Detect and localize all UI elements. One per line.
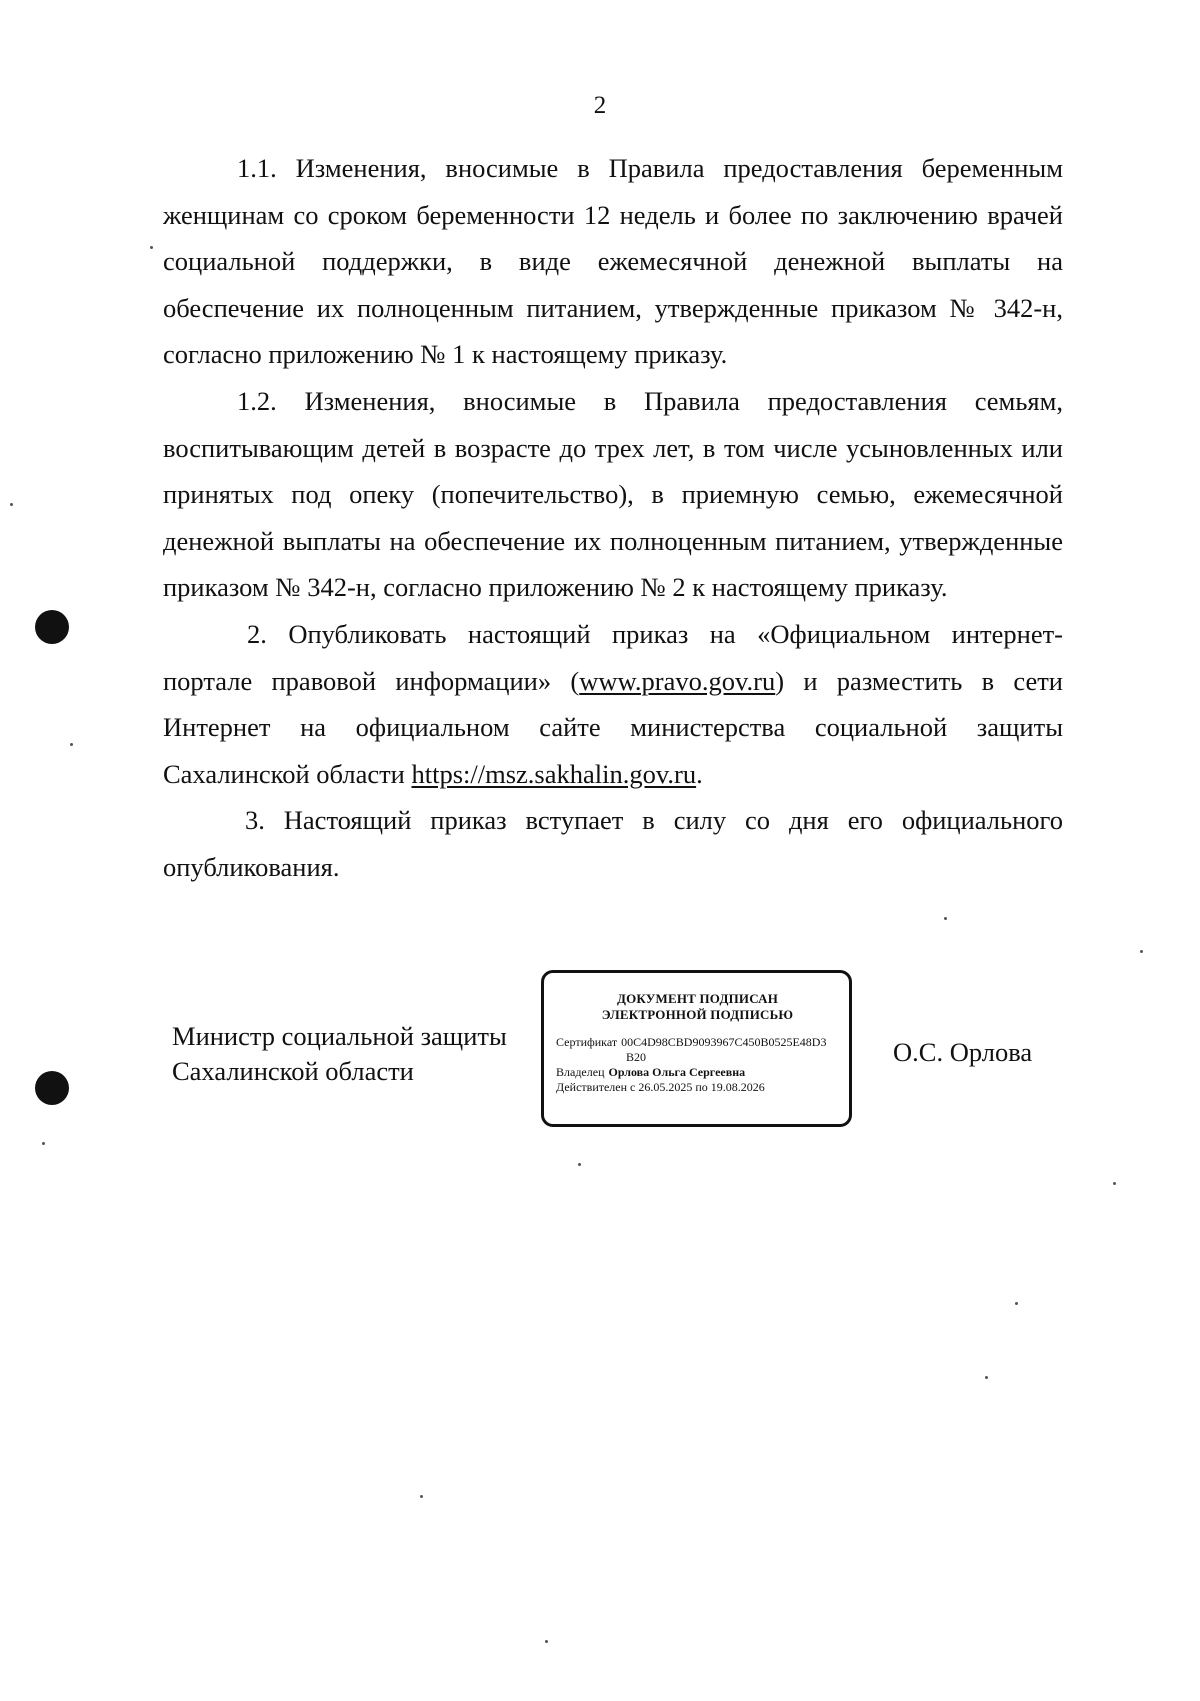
stamp-heading-line-2: ЭЛЕКТРОННОЙ ПОДПИСЬЮ — [601, 1007, 794, 1022]
signer-name: О.С. Орлова — [893, 1037, 1033, 1067]
scan-speck — [1113, 1182, 1116, 1185]
stamp-heading-line-1: ДОКУМЕНТ ПОДПИСАН — [616, 991, 779, 1006]
paragraph-1-1: 1.1. Изменения, вносимые в Правила предоставления беременным женщинам со сроком беременности 12 недель и более по заключению врачей социальной поддержки, в виде ежемесячной денежной выплаты на обеспечение их полноценным питанием, утвержденные приказом № 342-н, согласно приложению № 1 к настоящему приказу. — [163, 153, 1063, 370]
punch-hole-top — [35, 610, 69, 644]
signer-position-line-2: Сахалинской области — [172, 1056, 414, 1086]
stamp-certificate-tail: B20 — [626, 1050, 647, 1064]
stamp-owner-label: Владелец — [556, 1065, 605, 1079]
scan-speck — [150, 246, 153, 249]
scan-speck — [578, 1163, 581, 1166]
msz-sakhalin-link[interactable]: https://msz.sakhalin.gov.ru — [411, 758, 697, 789]
punch-hole-bottom — [35, 1071, 69, 1105]
paragraph-2-text-end: . — [696, 758, 703, 789]
paragraph-2-text-middle: ) и разместить в сети Интернет на официальном сайте министерства социальной защиты Сахалинской области — [163, 665, 1063, 789]
paragraph-2-text-start: 2. Опубликовать настоящий приказ на «Официальном интернет-портале правовой информации» ( — [163, 618, 1063, 696]
signer-position-line-1: Министр социальной защиты — [172, 1021, 507, 1051]
scan-speck — [42, 1142, 45, 1145]
stamp-certificate-row — [556, 1035, 839, 1050]
paragraph-2 — [163, 611, 1063, 797]
paragraph-3: 3. Настоящий приказ вступает в силу со дня его официального опубликования. — [163, 805, 1063, 882]
scan-speck — [10, 503, 13, 506]
signer-position — [172, 1019, 507, 1089]
stamp-heading — [556, 991, 839, 1023]
stamp-owner-value: Орлова Ольга Сергеевна — [608, 1065, 746, 1079]
stamp-owner-row — [556, 1065, 839, 1080]
pravo-link[interactable]: www.pravo.gov.ru — [579, 665, 776, 696]
scan-speck — [1015, 1302, 1018, 1305]
electronic-signature-stamp — [541, 970, 852, 1127]
paragraph-1-2: 1.2. Изменения, вносимые в Правила предоставления семьям, воспитывающим детей в возрасте до трех лет, в том числе усыновленных или принятых под опеку (попечительство), в приемную семью, ежемесячной денежной выплаты на обеспечение их полноценным питанием, утвержденные приказом № 342-н, согласно приложению № 2 к настоящему приказу. — [163, 385, 1063, 603]
scan-speck — [70, 743, 73, 746]
stamp-certificate-label: Сертификат — [556, 1035, 618, 1049]
stamp-validity: Действителен с 26.05.2025 по 19.08.2026 — [556, 1080, 765, 1094]
document-body — [163, 145, 1063, 891]
scan-speck — [545, 1640, 548, 1643]
scan-speck — [985, 1376, 988, 1379]
stamp-certificate-value: 00C4D98CBD9093967C450B0525E48D3 — [621, 1035, 827, 1049]
scan-speck — [944, 917, 947, 920]
scan-speck — [1140, 950, 1143, 953]
page-number: 2 — [593, 92, 607, 119]
scan-speck — [420, 1495, 423, 1498]
